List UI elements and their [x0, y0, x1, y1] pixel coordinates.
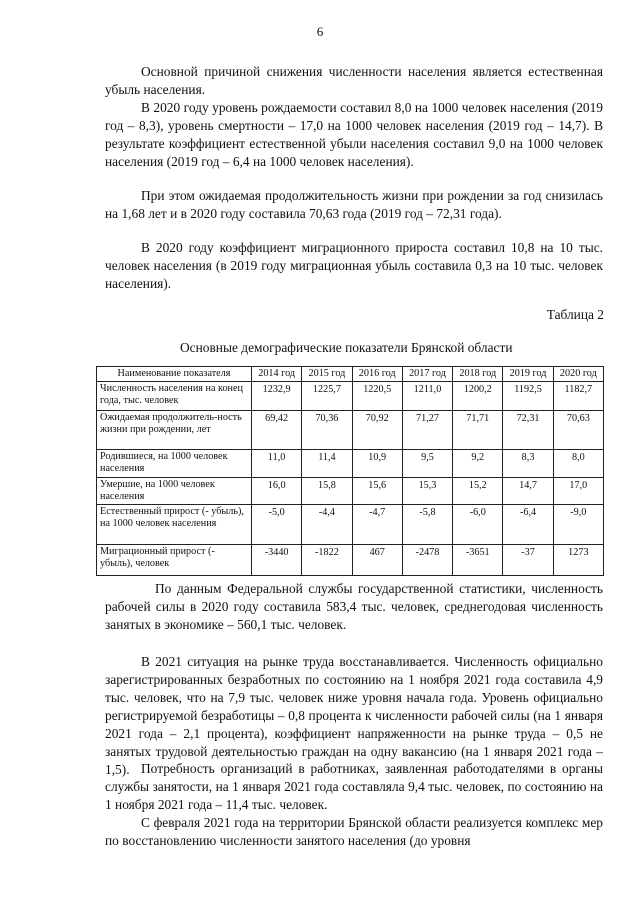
table-cell: 16,0: [252, 478, 302, 505]
table-cell: 1182,7: [553, 382, 603, 411]
table-cell: 70,36: [302, 411, 352, 450]
paragraph-labor-force: По данным Федеральной службы государственной статистики, численность рабочей силы в 2020 году составила 583,4 тыс. человек, среднегодовая численность занятых в экономике – 560,1 тыс. человек.: [105, 581, 603, 632]
table-cell: 71,71: [453, 411, 503, 450]
row-name: Ожидаемая продолжитель-ность жизни при рождении, лет: [97, 411, 252, 450]
row-name: Естественный прирост (- убыль), на 1000 человек населения: [97, 505, 252, 545]
table-cell: 8,0: [553, 450, 603, 478]
row-name: Численность населения на конец года, тыс. человек: [97, 382, 252, 411]
table-cell: 9,2: [453, 450, 503, 478]
table-cell: -4,7: [352, 505, 402, 545]
table-cell: -9,0: [553, 505, 603, 545]
table-cell: 11,0: [252, 450, 302, 478]
header-year: 2017 год: [402, 367, 452, 382]
row-name: Миграционный прирост (- убыль), человек: [97, 545, 252, 576]
table-cell: 15,2: [453, 478, 503, 505]
table-cell: -6,0: [453, 505, 503, 545]
header-year: 2014 год: [252, 367, 302, 382]
table-cell: -4,4: [302, 505, 352, 545]
table-cell: 1225,7: [302, 382, 352, 411]
table-cell: -5,0: [252, 505, 302, 545]
demographics-table: [96, 366, 604, 576]
table-cell: 9,5: [402, 450, 452, 478]
table-title: Основные демографические показатели Брянской области: [180, 340, 513, 355]
table-cell: 14,7: [503, 478, 553, 505]
header-year: 2019 год: [503, 367, 553, 382]
table-cell: -37: [503, 545, 553, 576]
table-cell: -2478: [402, 545, 452, 576]
table-cell: 70,63: [553, 411, 603, 450]
table-cell: 15,8: [302, 478, 352, 505]
table-cell: -5,8: [402, 505, 452, 545]
header-year: 2016 год: [352, 367, 402, 382]
table-label: Таблица 2: [546, 307, 604, 322]
table-cell: 70,92: [352, 411, 402, 450]
paragraph-labor-market-2021: В 2021 ситуация на рынке труда восстанавливается. Численность официально зарегистрированных безработных по состоянию на 1 ноября 2021 года составила 4,9 тыс. человек, что на 7,9 тыс. человек ниже уровня начала года. Уровень официально регистрируемой безработицы – 0,8 процента к численности рабочей силы (на 1 января 2021 года – 2,1 процента), коэффициент напряженности на рынке труда – 0,5 не занятых трудовой деятельностью граждан на одну вакансию (на 1 января 2021 года – 1,5).: [105, 654, 603, 777]
table-cell: 1192,5: [503, 382, 553, 411]
table-cell: 15,3: [402, 478, 452, 505]
page-number: 6: [316, 24, 324, 39]
table-cell: 71,27: [402, 411, 452, 450]
table-cell: 15,6: [352, 478, 402, 505]
table-row: [97, 411, 604, 450]
table-cell: 1211,0: [402, 382, 452, 411]
table-cell: 467: [352, 545, 402, 576]
table-row: [97, 450, 604, 478]
table-cell: 8,3: [503, 450, 553, 478]
paragraph-vacancies: Потребность организаций в работниках, заявленная работодателями в органы службы занятости, на 1 января 2021 года составляла 9,4 тыс. человек, по состоянию на 1 ноября 2021 года – 11,4 тыс. человек.: [105, 761, 603, 812]
table-cell: 11,4: [302, 450, 352, 478]
table-header-row: [97, 367, 604, 382]
header-year: 2020 год: [553, 367, 603, 382]
paragraph-migration: В 2020 году коэффициент миграционного прироста составил 10,8 на 10 тыс. человек населения (в 2019 году миграционная убыль составила 0,3 на 10 тыс. человек населения).: [105, 240, 603, 291]
table-cell: 69,42: [252, 411, 302, 450]
table-cell: -3651: [453, 545, 503, 576]
row-name: Родившиеся, на 1000 человек населения: [97, 450, 252, 478]
paragraph-life-expectancy: При этом ожидаемая продолжительность жизни при рождении за год снизилась на 1,68 лет и в 2020 году составила 70,63 года (2019 год – 72,31 года).: [105, 188, 603, 221]
paragraph-natural-decline: Основной причиной снижения численности населения является естественная убыль населения.: [105, 64, 603, 97]
table-cell: 1232,9: [252, 382, 302, 411]
table-cell: -3440: [252, 545, 302, 576]
table-cell: -1822: [302, 545, 352, 576]
paragraph-employment-measures: С февраля 2021 года на территории Брянской области реализуется комплекс мер по восстановлению численности занятого населения (до уровня: [105, 815, 603, 848]
header-indicator-name: Наименование показателя: [97, 367, 252, 382]
row-name: Умершие, на 1000 человек населения: [97, 478, 252, 505]
paragraph-birth-death-rates: В 2020 году уровень рождаемости составил 8,0 на 1000 человек населения (2019 год – 8,3), уровень смертности – 17,0 на 1000 человек населения (2019 год – 14,7). В результате коэффициент естественной убыли населения составил 9,0 на 1000 человек населения (2019 год – 6,4 на 1000 человек населения).: [105, 100, 603, 169]
table-cell: 17,0: [553, 478, 603, 505]
table-cell: -6,4: [503, 505, 553, 545]
header-year: 2018 год: [453, 367, 503, 382]
table-row: [97, 382, 604, 411]
table-cell: 1220,5: [352, 382, 402, 411]
table-cell: 1273: [553, 545, 603, 576]
table-cell: 72,31: [503, 411, 553, 450]
table-row: [97, 545, 604, 576]
header-year: 2015 год: [302, 367, 352, 382]
table-cell: 10,9: [352, 450, 402, 478]
table-cell: 1200,2: [453, 382, 503, 411]
table-row: [97, 478, 604, 505]
table-row: [97, 505, 604, 545]
